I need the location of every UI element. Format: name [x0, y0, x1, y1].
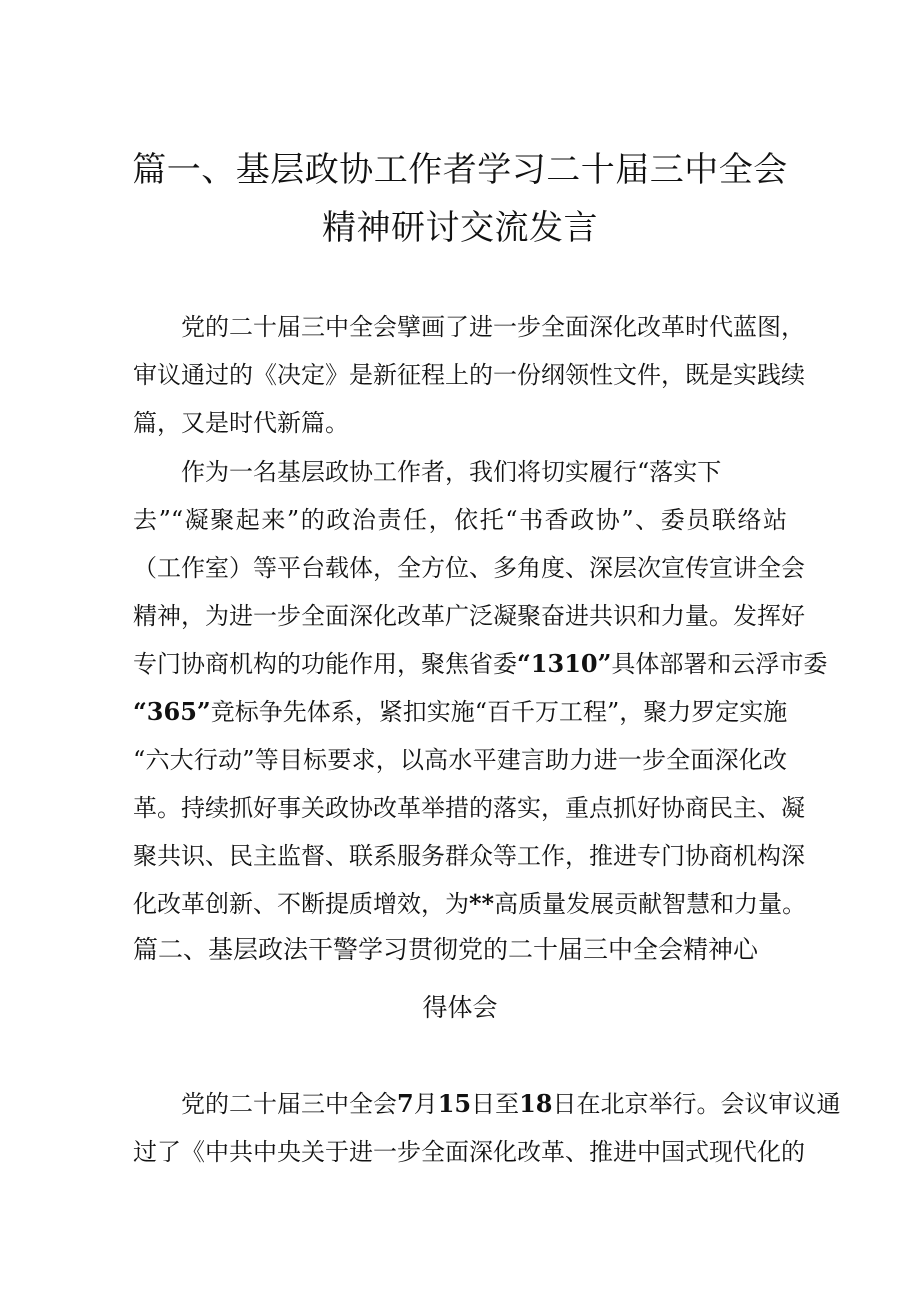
paragraph-line	[133, 644, 828, 679]
text-run: 日在北京举行。会议审议通	[552, 1090, 841, 1118]
bold-number: “365”	[133, 697, 211, 726]
paragraph-line: 聚共识、民主监督、联系服务群众等工作，推进专门协商机构深	[133, 842, 805, 870]
bold-number: “1310”	[517, 649, 612, 678]
bold-mark: **	[469, 889, 495, 918]
paragraph-line: 作为一名基层政协工作者，我们将切实履行“落实下	[181, 458, 722, 486]
text-run: 化改革创新、不断提质增效，为	[133, 890, 469, 918]
doc-title-line-1: 篇一、基层政协工作者学习二十届三中全会	[132, 150, 788, 190]
paragraph-line: 过了《中共中央关于进一步全面深化改革、推进中国式现代化的	[133, 1138, 805, 1166]
text-run: 党的二十届三中全会	[181, 1090, 397, 1118]
paragraph-line: “六大行动”等目标要求，以高水平建言助力进一步全面深化改	[133, 746, 787, 774]
text-run: 具体部署和云浮市委	[611, 650, 828, 678]
paragraph-line: 审议通过的《决定》是新征程上的一份纲领性文件，既是实践续	[133, 361, 805, 389]
text-run: 高质量发展贡献智慧和力量。	[494, 890, 807, 918]
doc-title-line-2: 精神研讨交流发言	[322, 208, 598, 248]
paragraph-line: 革。持续抓好事关政协改革举措的落实，重点抓好协商民主、凝	[133, 794, 805, 822]
bold-number: 15	[437, 1089, 472, 1118]
paragraph-line: 党的二十届三中全会擘画了进一步全面深化改革时代蓝图，	[181, 313, 805, 341]
section-title-line-1: 篇二、基层政法干警学习贯彻党的二十届三中全会精神心	[133, 935, 759, 964]
text-run: 月	[413, 1090, 438, 1118]
paragraph-line: 精神，为进一步全面深化改革广泛凝聚奋进共识和力量。发挥好	[133, 602, 805, 630]
paragraph-line	[133, 884, 807, 919]
text-run: 日至	[471, 1090, 520, 1118]
bold-number: 7	[397, 1089, 414, 1118]
text-run: 竞标争先体系，紧扣实施“百千万工程”，聚力罗定实施	[210, 698, 788, 726]
bold-number: 18	[519, 1089, 553, 1118]
paragraph-line: 去”“凝聚起来”的政治责任，依托“书香政协”、委员联络站	[133, 506, 787, 534]
paragraph-line	[133, 692, 787, 727]
paragraph-line: （工作室）等平台载体，全方位、多角度、深层次宣传宣讲全会	[133, 554, 805, 582]
text-run: 专门协商机构的功能作用，聚焦省委	[133, 650, 517, 678]
paragraph-line	[181, 1084, 841, 1119]
section-title-line-2: 得体会	[422, 993, 498, 1022]
paragraph-line: 篇，又是时代新篇。	[133, 409, 349, 437]
